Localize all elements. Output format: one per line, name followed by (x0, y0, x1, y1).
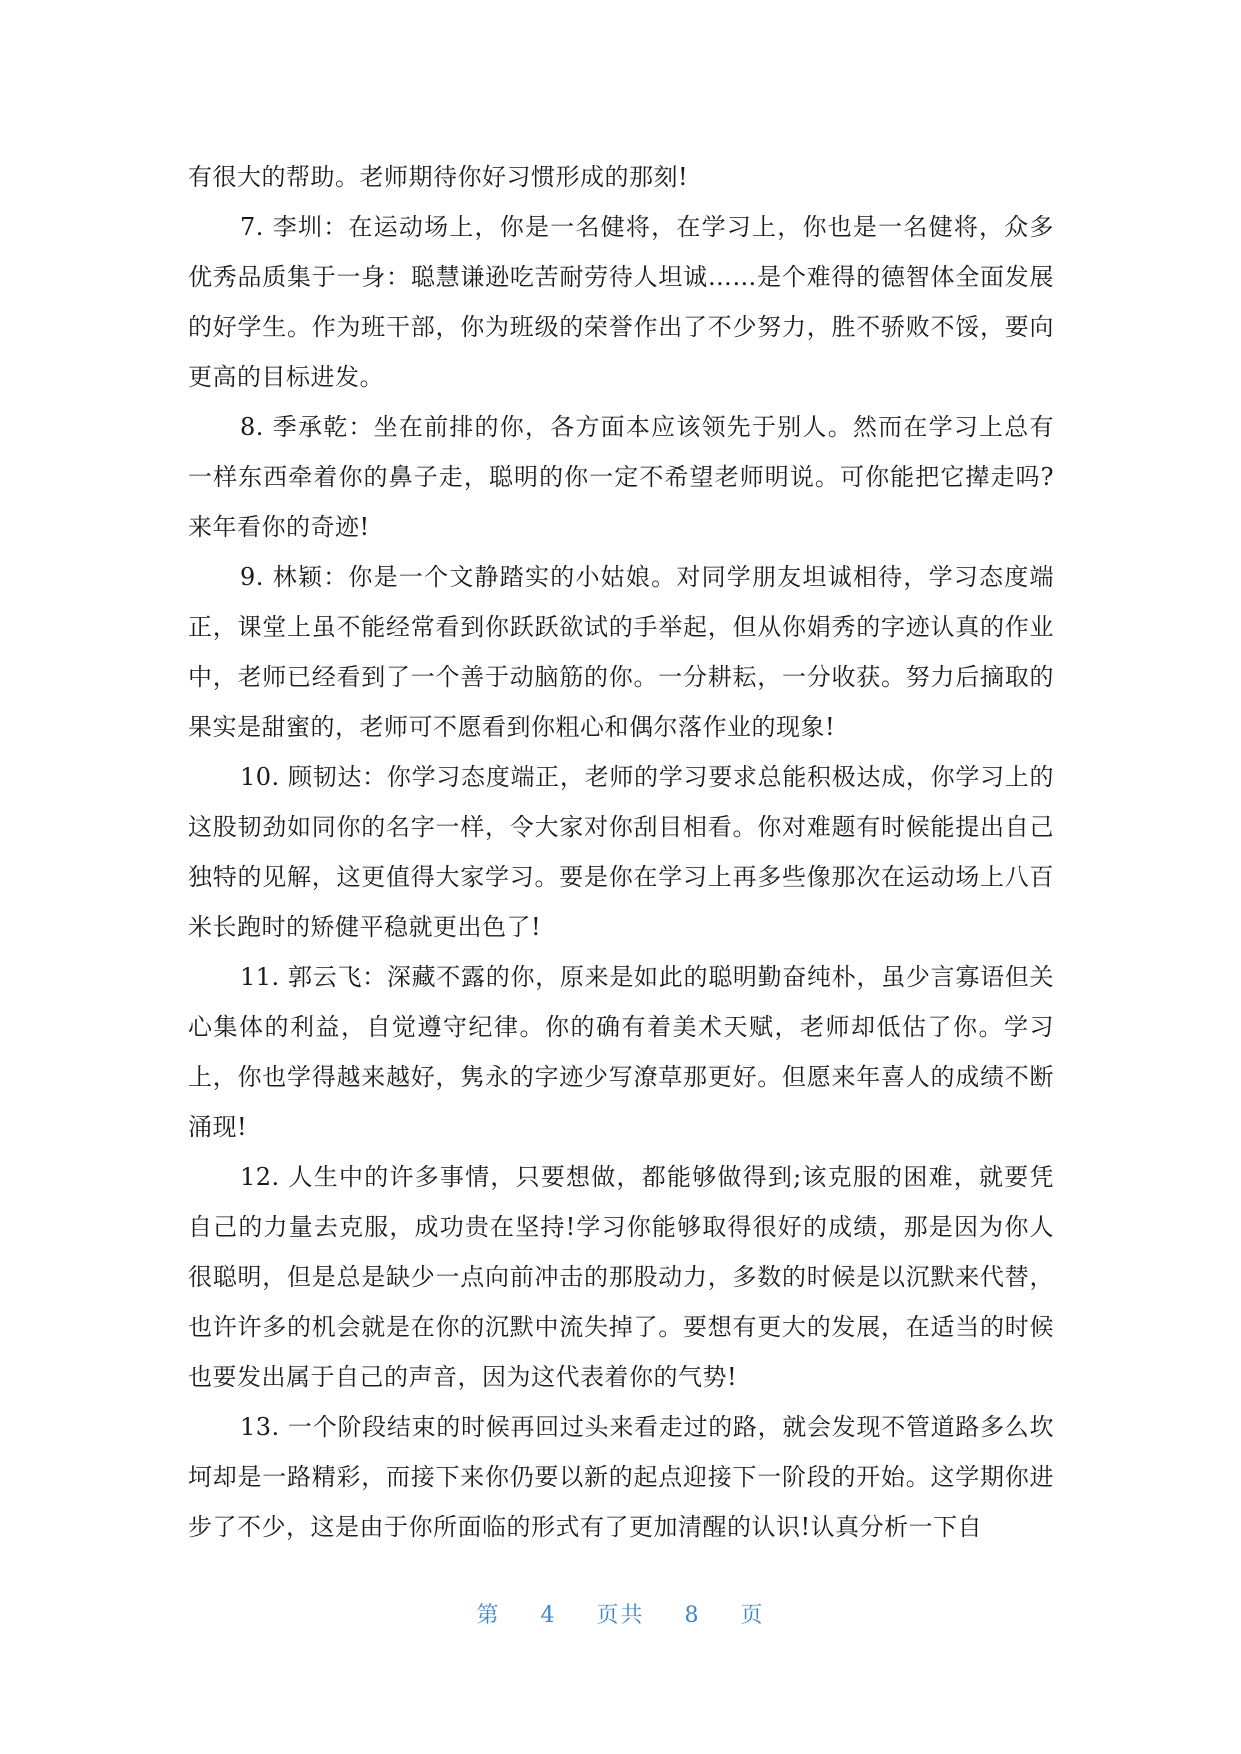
paragraph-11: 11. 郭云飞：深藏不露的你，原来是如此的聪明勤奋纯朴，虽少言寡语但关心集体的利益，自觉遵守纪律。你的确有着美术天赋，老师却低估了你。学习上，你也学得越来越好，隽永的字迹少写潦草那更好。但愿来年喜人的成绩不断涌现! (188, 963, 1054, 1141)
paragraph-8: 8. 季承乾：坐在前排的你，各方面本应该领先于别人。然而在学习上总有一样东西牵着你的鼻子走，聪明的你一定不希望老师明说。可你能把它撵走吗?来年看你的奇迹! (188, 413, 1054, 541)
paragraph-10: 10. 顾韧达：你学习态度端正，老师的学习要求总能积极达成，你学习上的这股韧劲如同你的名字一样，令大家对你刮目相看。你对难题有时候能提出自己独特的见解，这更值得大家学习。要是你在学习上再多些像那次在运动场上八百米长跑时的矫健平稳就更出色了! (188, 763, 1054, 941)
footer-total-pages: 8 (684, 1603, 701, 1628)
footer-prefix: 第 (476, 1603, 501, 1628)
paragraph-12: 12. 人生中的许多事情，只要想做，都能够做得到;该克服的困难，就要凭自己的力量去克服，成功贵在坚持!学习你能够取得很好的成绩，那是因为你人很聪明，但是总是缺少一点向前冲击的那股动力，多数的时候是以沉默来代替，也许许多的机会就是在你的沉默中流失掉了。要想有更大的发展，在适当的时候也要发出属于自己的声音，因为这代表着你的气势! (188, 1163, 1054, 1391)
paragraph-13: 13. 一个阶段结束的时候再回过头来看走过的路，就会发现不管道路多么坎坷却是一路精彩，而接下来你仍要以新的起点迎接下一阶段的开始。这学期你进步了不少，这是由于你所面临的形式有了更加清醒的认识!认真分析一下自 (188, 1413, 1054, 1541)
document-body (188, 152, 1054, 1552)
paragraph-continuation: 有很大的帮助。老师期待你好习惯形成的那刻! (188, 163, 689, 191)
footer-middle: 页共 (596, 1603, 645, 1628)
page-footer (0, 1598, 1241, 1629)
footer-suffix: 页 (740, 1603, 765, 1628)
paragraph-7: 7. 李圳：在运动场上，你是一名健将，在学习上，你也是一名健将，众多优秀品质集于一身：聪慧谦逊吃苦耐劳待人坦诚……是个难得的德智体全面发展的好学生。作为班干部，你为班级的荣誉作出了不少努力，胜不骄败不馁，要向更高的目标进发。 (188, 213, 1054, 391)
paragraph-9: 9. 林颖：你是一个文静踏实的小姑娘。对同学朋友坦诚相待，学习态度端正，课堂上虽不能经常看到你跃跃欲试的手举起，但从你娟秀的字迹认真的作业中，老师已经看到了一个善于动脑筋的你。一分耕耘，一分收获。努力后摘取的果实是甜蜜的，老师可不愿看到你粗心和偶尔落作业的现象! (188, 563, 1054, 741)
footer-current-page: 4 (540, 1603, 557, 1628)
